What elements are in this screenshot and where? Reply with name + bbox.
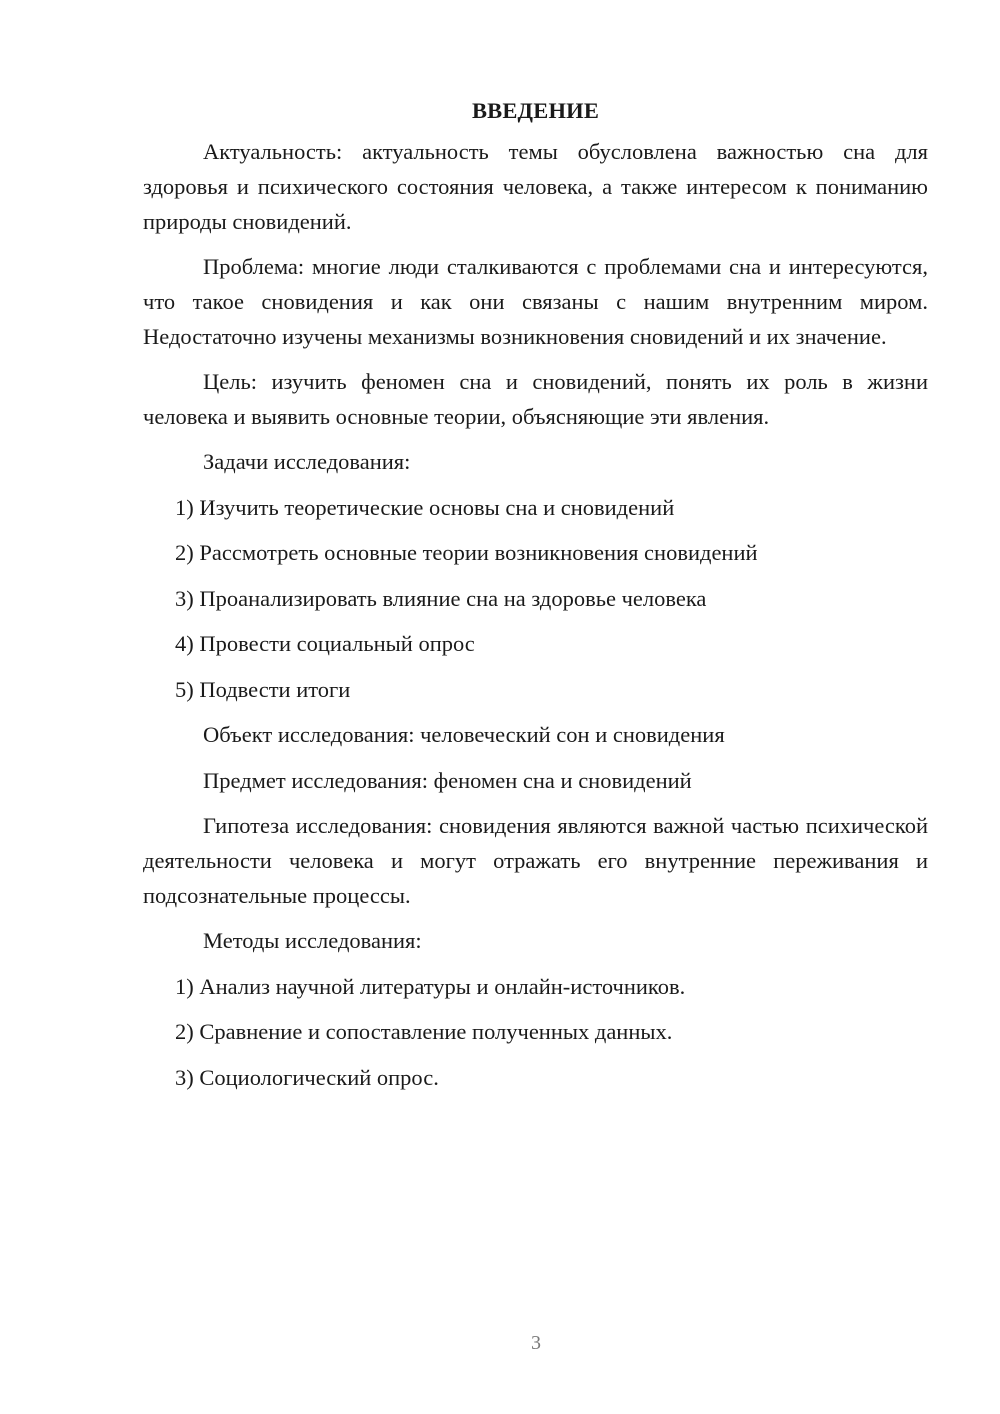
research-subject: Предмет исследования: феномен сна и сновидений — [203, 767, 692, 793]
page-title: ВВЕДЕНИЕ — [471, 98, 600, 123]
task-item: 1) Изучить теоретические основы сна и сновидений — [175, 494, 675, 520]
task-item: 3) Проанализировать влияние сна на здоровье человека — [175, 585, 707, 611]
method-item: 2) Сравнение и сопоставление полученных данных. — [175, 1019, 673, 1044]
method-item: 3) Социологический опрос. — [175, 1064, 439, 1090]
relevance-paragraph: Актуальность: актуальность темы обусловлена важностью сна для здоровья и психического состояния человека, а также интересом к пониманию природы сновидений. — [143, 139, 928, 234]
tasks-title: Задачи исследования: — [203, 449, 411, 474]
task-item: 5) Подвести итоги — [175, 676, 351, 702]
task-item: 2) Рассмотреть основные теории возникновения сновидений — [175, 540, 758, 565]
method-item: 1) Анализ научной литературы и онлайн-источников. — [175, 973, 686, 999]
methods-title: Методы исследования: — [203, 928, 422, 953]
page-number: 3 — [531, 1332, 541, 1354]
research-object: Объект исследования: человеческий сон и сновидения — [203, 722, 725, 747]
goal-paragraph: Цель: изучить феномен сна и сновидений, понять их роль в жизни человека и выявить основные теории, объясняющие эти явления. — [143, 369, 928, 429]
problem-paragraph: Проблема: многие люди сталкиваются с проблемами сна и интересуются, что такое сновидения и как они связаны с нашим внутренним миром. Недостаточно изучены механизмы возникновения сновидений и их значение. — [143, 254, 928, 349]
page-content — [143, 94, 928, 1105]
hypothesis-paragraph: Гипотеза исследования: сновидения являются важной частью психической деятельности человека и могут отражать его внутренние переживания и подсознательные процессы. — [143, 813, 928, 908]
task-item: 4) Провести социальный опрос — [175, 631, 475, 656]
